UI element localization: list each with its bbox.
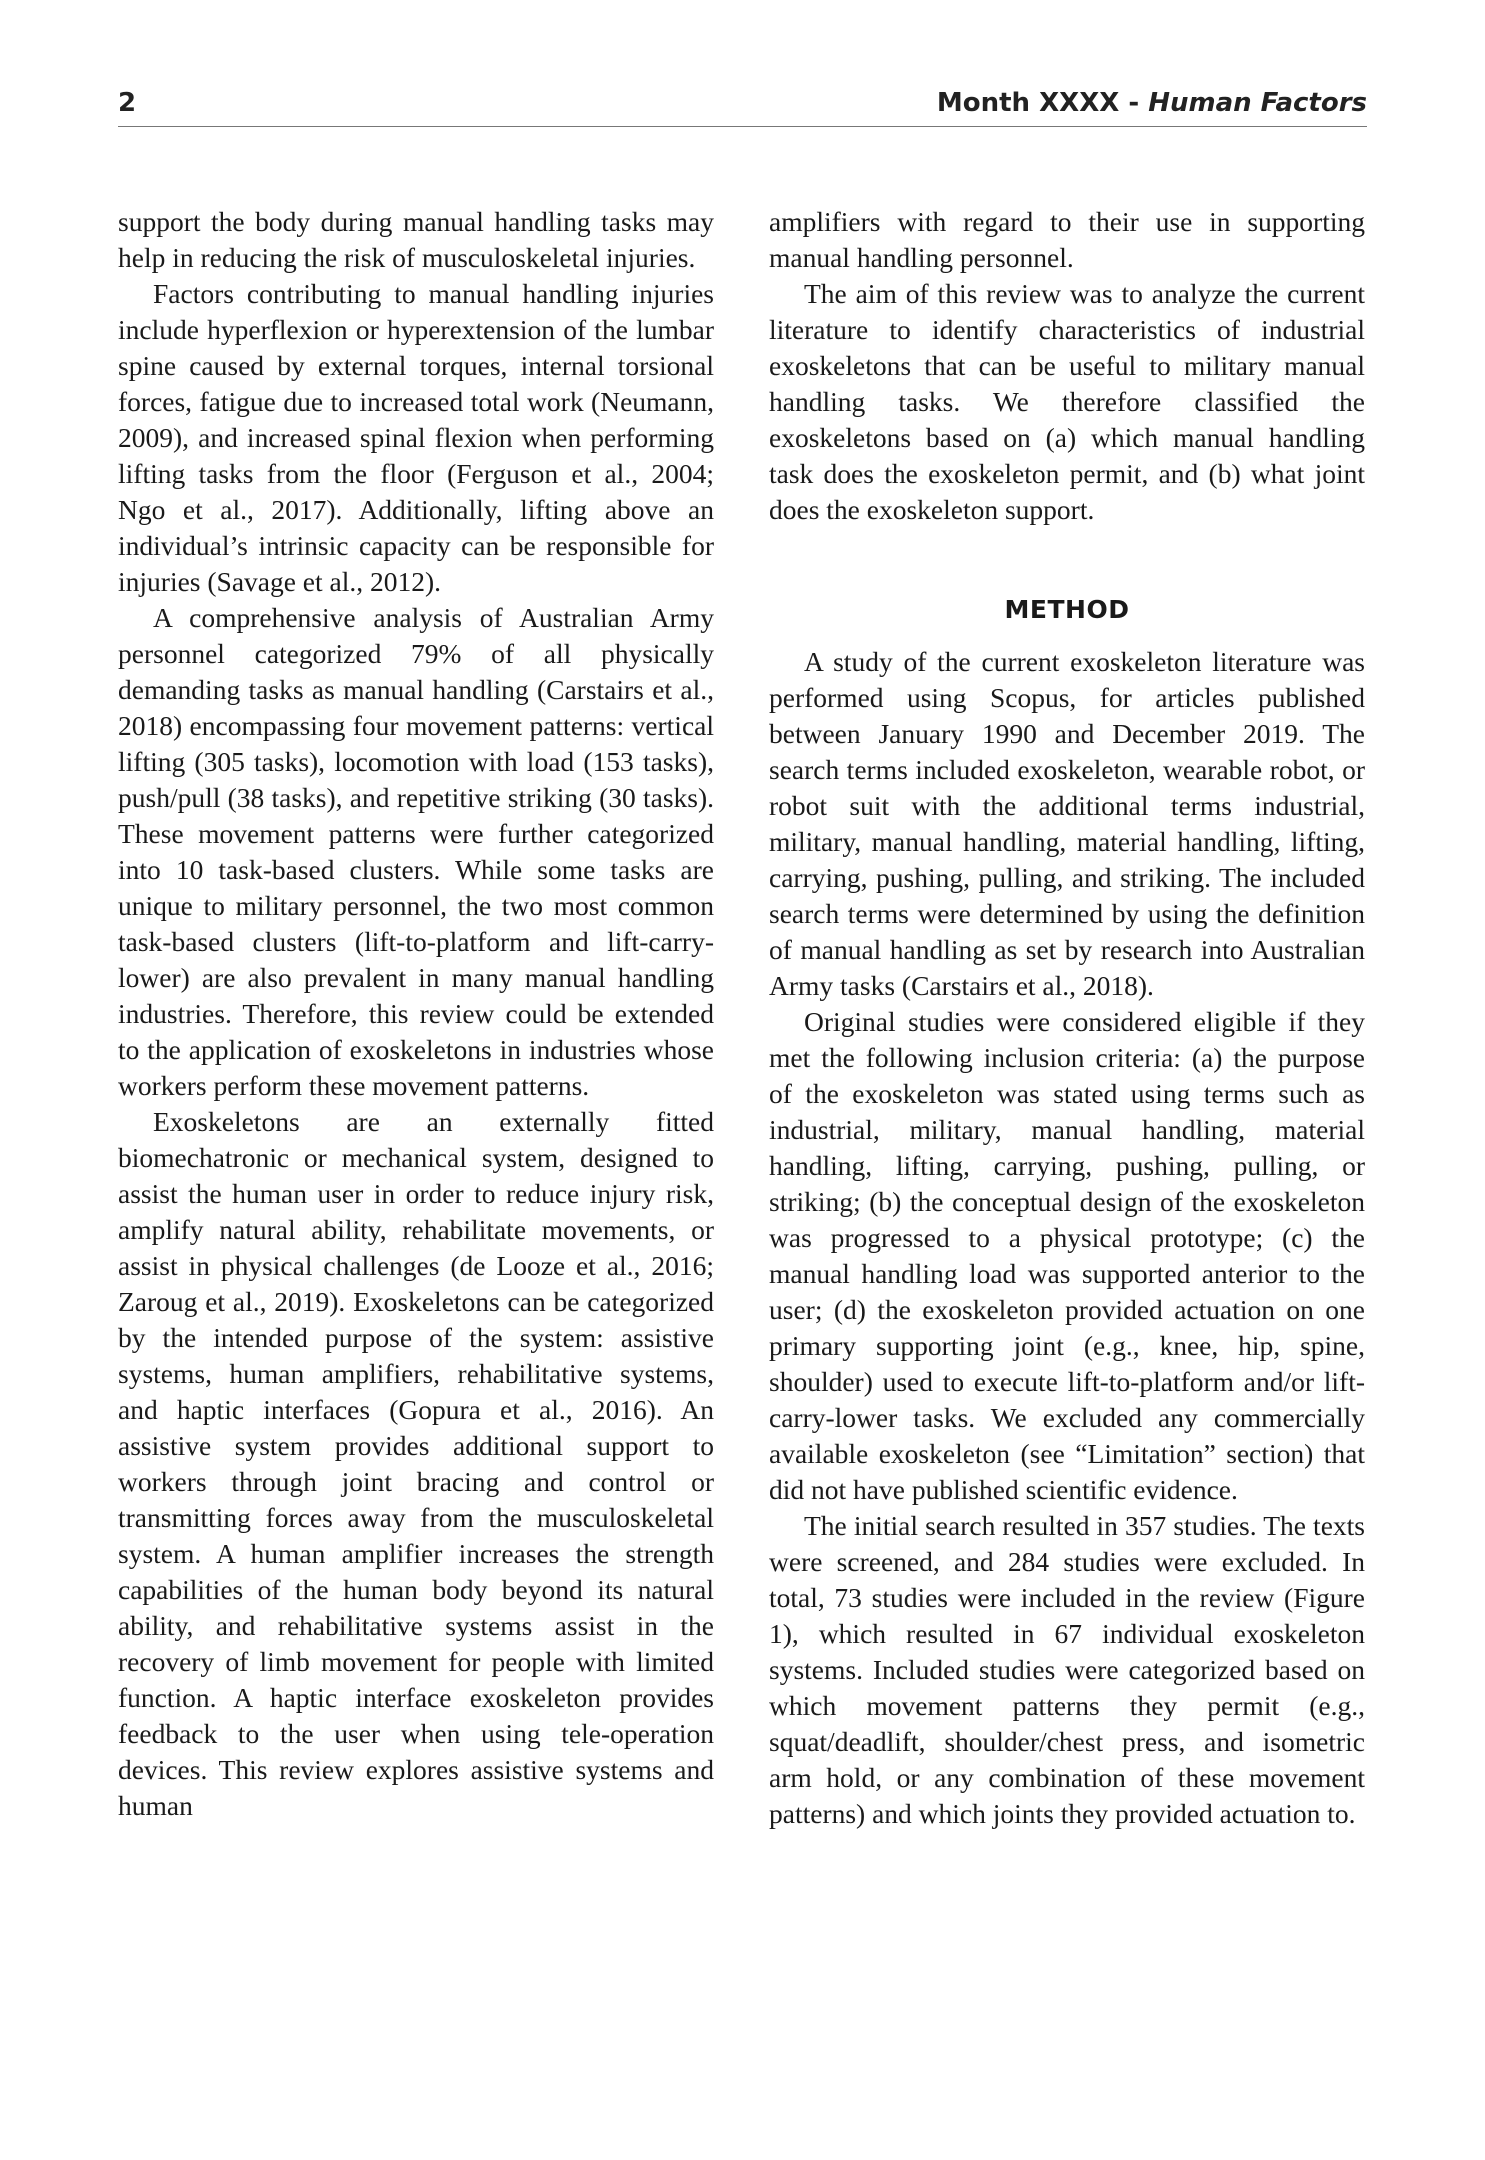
paragraph: The initial search resulted in 357 studies. The texts were screened, and 284 studies were excluded. In total, 73 studies were included in the review (Figure 1), which resulted in 67 individual exoskeleton systems. Included studies were categorized based on which movement patterns they permit (e.g., squat/deadlift, shoulder/chest press, and isometric arm hold, or any combination of these movement patterns) and which joints they provided actuation to.: [769, 1510, 1365, 1829]
paragraph: Exoskeletons are an externally fitted biomechatronic or mechanical system, designed to assist the human user in order to reduce injury risk, amplify natural ability, rehabilitate movements, or assist in physical challenges (de Looze et al., 2016; Zaroug et al., 2019). Exoskeletons can be categorized by the intended purpose of the system: assistive systems, human amplifiers, rehabilitative systems, and haptic interfaces (Gopura et al., 2016). An assistive system provides additional support to workers through joint bracing and control or transmitting forces away from the musculoskeletal system. A human amplifier increases the strength capabilities of the human body beyond its natural ability, and rehabilitative systems assist in the recovery of limb movement for people with limited function. A haptic interface exoskeleton provides feedback to the user when using tele-operation devices. This review explores assistive systems and human: [118, 1106, 714, 1821]
left-column: [118, 204, 714, 1824]
paragraph: A comprehensive analysis of Australian Army personnel categorized 79% of all physically demanding tasks as manual handling (Carstairs et al., 2018) encompassing four movement patterns: vertical lifting (305 tasks), locomotion with load (153 tasks), push/pull (38 tasks), and repetitive striking (30 tasks). These movement patterns were further categorized into 10 task-based clusters. While some tasks are unique to military personnel, the two most common task-based clusters (lift-to-platform and lift-carry-lower) are also prevalent in many manual handling industries. Therefore, this review could be extended to the application of exoskeletons in industries whose workers perform these movement patterns.: [118, 602, 714, 1101]
paragraph: Factors contributing to manual handling injuries include hyperflexion or hyperextension of the lumbar spine caused by external torques, internal torsional forces, fatigue due to increased total work (Neumann, 2009), and increased spinal flexion when performing lifting tasks from the floor (Ferguson et al., 2004; Ngo et al., 2017). Additionally, lifting above an individual’s intrinsic capacity can be responsible for injuries (Savage et al., 2012).: [118, 278, 714, 597]
paragraph: A study of the current exoskeleton literature was performed using Scopus, for articles published between January 1990 and December 2019. The search terms included exoskeleton, wearable robot, or robot suit with the additional terms industrial, military, manual handling, material handling, lifting, carrying, pushing, pulling, and striking. The included search terms were determined by using the definition of manual handling as set by research into Australian Army tasks (Carstairs et al., 2018).: [769, 646, 1365, 1001]
right-column: [769, 204, 1365, 1832]
page-number: 2: [118, 88, 137, 118]
running-header: [118, 86, 1367, 127]
paragraph: amplifiers with regard to their use in supporting manual handling personnel.: [769, 206, 1365, 273]
paragraph: Original studies were considered eligible if they met the following inclusion criteria: (a) the purpose of the exoskeleton was stated using terms such as industrial, military, manual handling, material handling, lifting, carrying, pushing, pulling, or striking; (b) the conceptual design of the exoskeleton was progressed to a physical prototype; (c) the manual handling load was supported anterior to the user; (d) the exoskeleton provided actuation on one primary supporting joint (e.g., knee, hip, spine, shoulder) used to execute lift-to-platform and/or lift-carry-lower tasks. We excluded any commercially available exoskeleton (see “Limitation” section) that did not have published scientific evidence.: [769, 1006, 1365, 1505]
journal-prefix: Month XXXX -: [936, 88, 1149, 118]
journal-name: Human Factors: [1148, 88, 1367, 118]
paragraph: support the body during manual handling tasks may help in reducing the risk of musculoskeletal injuries.: [118, 206, 714, 273]
section-heading: METHOD: [1004, 595, 1130, 624]
journal-title: [937, 88, 1367, 118]
paragraph: The aim of this review was to analyze the current literature to identify characteristics of industrial exoskeletons that can be useful to military manual handling tasks. We therefore classified the exoskeletons based on (a) which manual handling task does the exoskeleton permit, and (b) what joint does the exoskeleton support.: [769, 278, 1365, 525]
